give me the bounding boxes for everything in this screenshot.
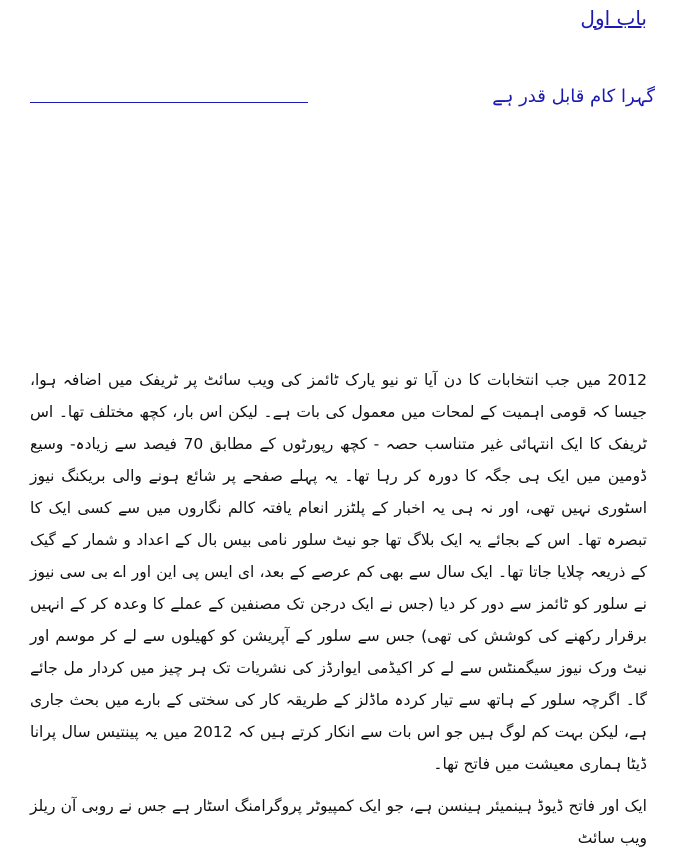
toc-entry-title[interactable]: گہرا کام قابل قدر ہے	[492, 86, 655, 107]
body-text	[30, 364, 647, 854]
toc-entry	[30, 86, 655, 116]
toc-entry-rule	[30, 102, 308, 103]
paragraph-2: ایک اور فاتح ڈیوڈ ہینمیئر ہینسن ہے، جو ایک کمپیوٹر پروگرامنگ اسٹار ہے جس نے روبی آن ریلز ویب سائٹ	[30, 797, 647, 847]
paragraph-1: 2012 میں جب انتخابات کا دن آیا تو نیو یارک ٹائمز کی ویب سائٹ پر ٹریفک میں اضافہ ہوا، جیسا کہ قومی اہمیت کے لمحات میں معمول کی بات ہے۔ لیکن اس بار، کچھ مختلف تھا۔ اس ٹریفک کا ایک انتہائی غیر متناسب حصہ - کچھ رپورٹوں کے مطابق 70 فیصد سے زیادہ- وسیع ڈومین میں ایک ہی جگہ کا دورہ کر رہا تھا۔ یہ پہلے صفحے پر شائع ہونے والی بریکنگ نیوز اسٹوری نہیں تھی، اور نہ ہی یہ اخبار کے پلٹزر انعام یافتہ کالم نگاروں میں سے کسی ایک کا تبصرہ تھا۔ اس کے بجائے یہ ایک بلاگ تھا جو نیٹ سلور نامی بیس بال کے اعداد و شمار کے گیک کے ذریعہ چلایا جاتا تھا۔ ایک سال سے بھی کم عرصے کے بعد، ای ایس پی این اور اے بی سی نیوز نے سلور کو ٹائمز سے دور کر دیا (جس نے ایک درجن تک مصنفین کے عملے کا وعدہ کر کے انہیں برقرار رکھنے کی کوشش کی تھی) جس سے سلور کے آپریشن کو کھیلوں سے لے کر موسم اور نیٹ ورک نیوز سیگمنٹس سے لے کر اکیڈمی ایوارڈز کی نشریات تک ہر چیز میں کردار مل جائے گا۔ اگرچہ سلور کے ہاتھ سے تیار کردہ ماڈلز کے طریقہ کار کی سختی کے بارے میں بحث جاری ہے، لیکن بہت کم لوگ ہیں جو اس بات سے انکار کرتے ہیں کہ 2012 میں یہ پینتیس سال پرانا ڈیٹا ہماری معیشت میں فاتح تھا۔	[30, 371, 647, 773]
chapter-heading-link[interactable]: باب اول	[580, 6, 647, 30]
